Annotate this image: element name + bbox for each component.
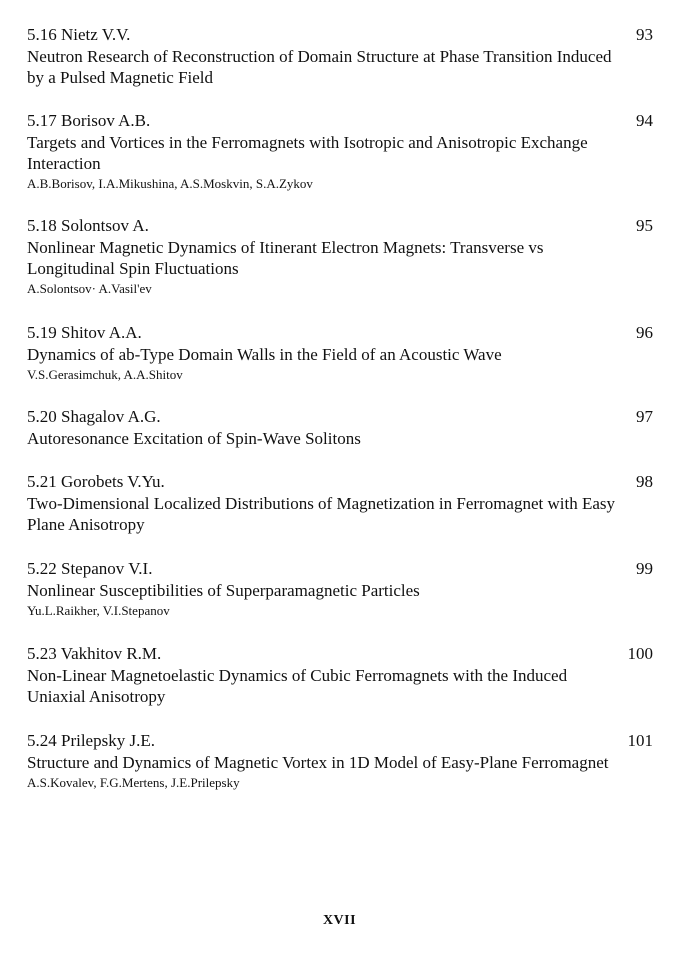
toc-entry-5-18	[27, 215, 653, 298]
entry-page-number: 99	[636, 559, 653, 578]
entry-heading-row	[27, 730, 653, 752]
entry-heading: 5.21 Gorobets V.Yu.	[27, 472, 165, 491]
entry-heading: 5.16 Nietz V.V.	[27, 25, 131, 44]
entry-authors: A.B.Borisov, I.A.Mikushina, A.S.Moskvin, S.A.Zykov	[27, 176, 313, 191]
entry-heading: 5.24 Prilepsky J.E.	[27, 731, 155, 750]
entry-page-number: 94	[636, 111, 653, 130]
toc-entry-5-21	[27, 471, 653, 535]
entry-heading: 5.17 Borisov A.B.	[27, 111, 151, 130]
entry-heading-row	[27, 643, 653, 665]
toc-entry-5-23	[27, 643, 653, 707]
toc-entry-5-20	[27, 406, 653, 449]
entry-page-number: 101	[627, 731, 653, 750]
entry-page-number: 93	[636, 25, 653, 44]
entry-authors: Yu.L.Raikher, V.I.Stepanov	[27, 603, 170, 618]
entry-page-number: 100	[627, 644, 653, 663]
entry-heading-row	[27, 110, 653, 132]
entry-title: Dynamics of ab-Type Domain Walls in the Field of an Acoustic Wave	[27, 345, 502, 364]
entry-title: Structure and Dynamics of Magnetic Vortex in 1D Model of Easy-Plane Ferromagnet	[27, 753, 609, 772]
entry-authors: A.Solontsov· A.Vasil'ev	[27, 281, 152, 296]
entry-heading-row	[27, 406, 653, 428]
entry-title: Two-Dimensional Localized Distributions of Magnetization in Ferromagnet with Easy Plane Anisotropy	[27, 494, 616, 534]
entry-heading: 5.20 Shagalov A.G.	[27, 407, 161, 426]
toc-entry-5-17	[27, 110, 653, 193]
entry-authors: V.S.Gerasimchuk, A.A.Shitov	[27, 367, 183, 382]
entry-heading: 5.19 Shitov A.A.	[27, 323, 142, 342]
entry-title: Nonlinear Magnetic Dynamics of Itinerant Electron Magnets: Transverse vs Longitudinal Spin Fluctuations	[27, 238, 544, 278]
entry-title: Targets and Vortices in the Ferromagnets with Isotropic and Anisotropic Exchange Interaction	[27, 133, 588, 173]
toc-entry-5-22	[27, 558, 653, 620]
entry-heading-row	[27, 24, 653, 46]
entry-authors: A.S.Kovalev, F.G.Mertens, J.E.Prilepsky	[27, 775, 240, 790]
entry-page-number: 96	[636, 323, 653, 342]
entry-page-number: 95	[636, 216, 653, 235]
entry-heading: 5.22 Stepanov V.I.	[27, 559, 153, 578]
entry-heading: 5.18 Solontsov A.	[27, 216, 149, 235]
entry-title: Neutron Research of Reconstruction of Domain Structure at Phase Transition Induced by a Pulsed Magnetic Field	[27, 47, 612, 87]
page-footer-number: XVII	[322, 913, 357, 928]
entry-heading-row	[27, 322, 653, 344]
entry-title: Non-Linear Magnetoelastic Dynamics of Cubic Ferromagnets with the Induced Uniaxial Anisotropy	[27, 666, 568, 706]
entry-heading-row	[27, 215, 653, 237]
toc-entry-5-16	[27, 24, 653, 88]
toc-entry-5-24	[27, 730, 653, 792]
entry-heading: 5.23 Vakhitov R.M.	[27, 644, 162, 663]
entry-page-number: 97	[636, 407, 653, 426]
entry-heading-row	[27, 558, 653, 580]
entry-title: Autoresonance Excitation of Spin-Wave Solitons	[27, 429, 361, 448]
entry-page-number: 98	[636, 472, 653, 491]
entry-heading-row	[27, 471, 653, 493]
entry-title: Nonlinear Susceptibilities of Superparamagnetic Particles	[27, 581, 420, 600]
toc-entry-5-19	[27, 322, 653, 384]
